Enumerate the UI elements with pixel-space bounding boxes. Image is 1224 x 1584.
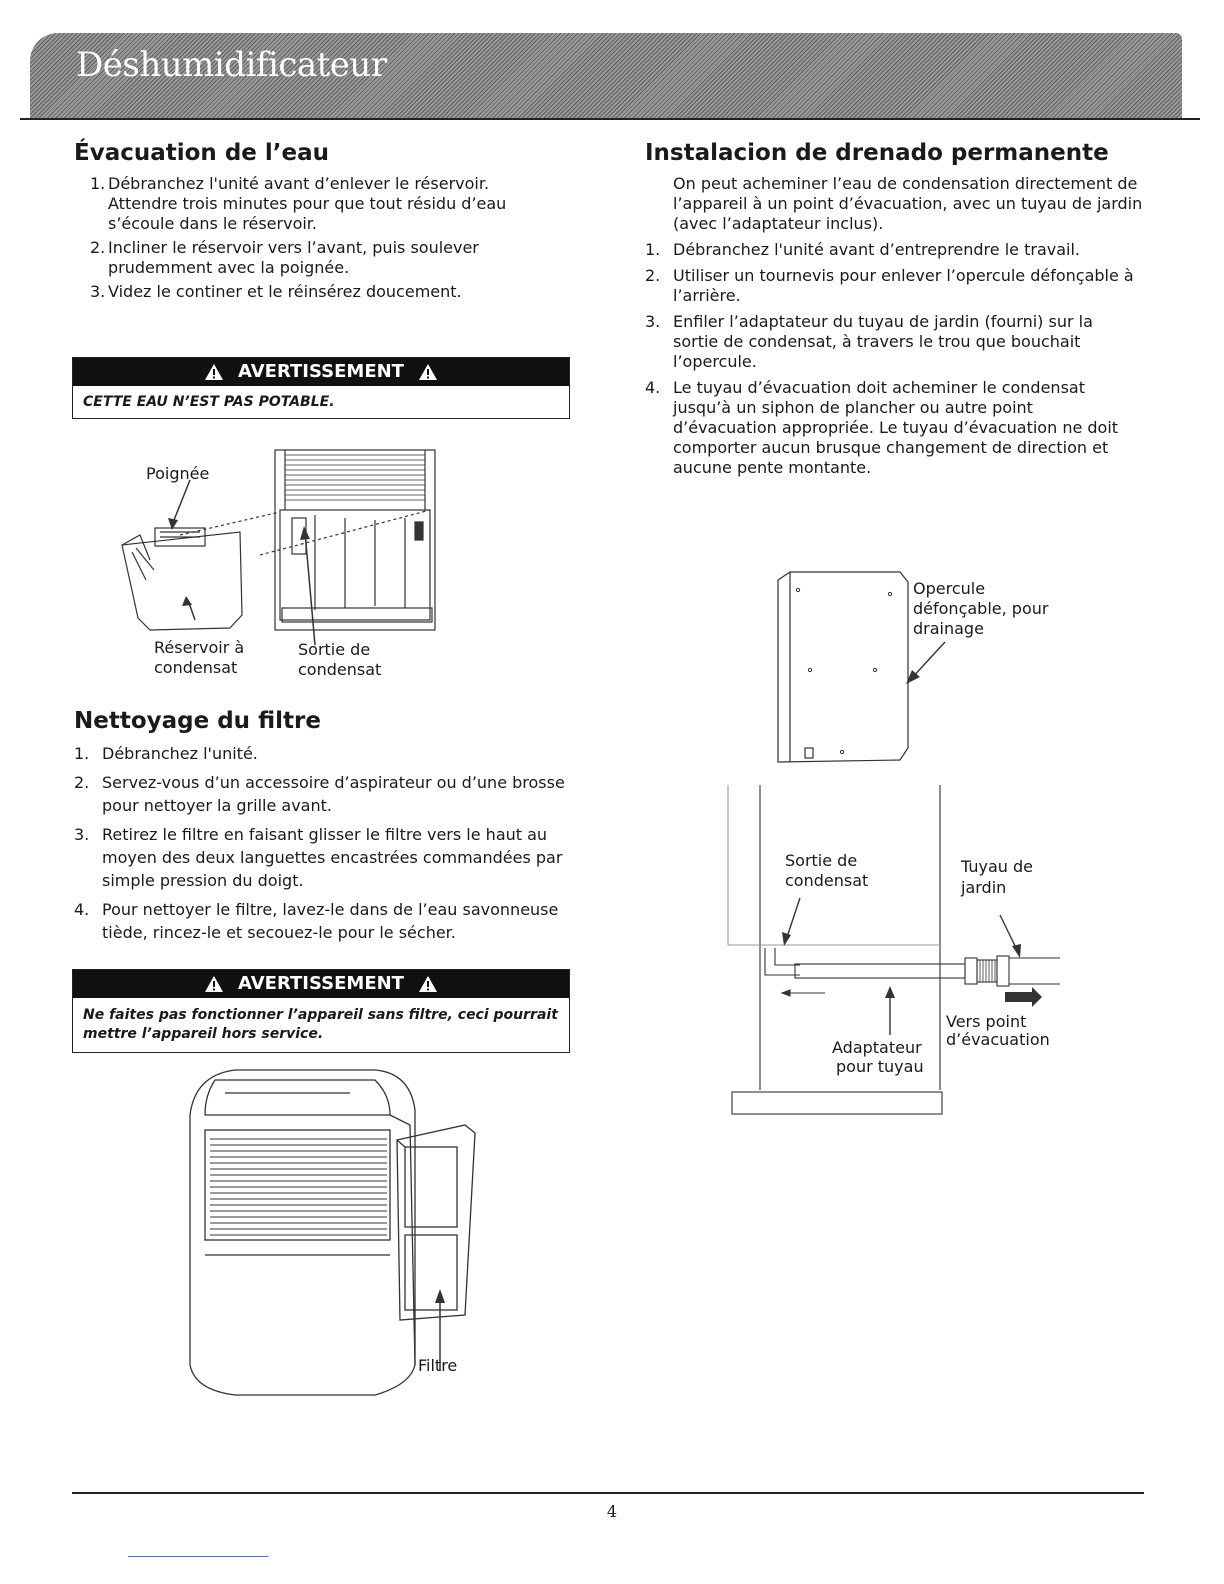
drain-point-label-line2: d’évacuation: [946, 1030, 1050, 1049]
warning-triangle-icon: [418, 975, 438, 993]
warning-text: CETTE EAU N’EST PAS POTABLE.: [83, 394, 335, 410]
header-divider: [20, 118, 1200, 120]
filter-removal-illustration: [175, 1065, 485, 1405]
outlet-label-line1: Sortie de: [298, 640, 371, 659]
hose-label-line1: Tuyau de: [961, 857, 1033, 876]
knockout-label-line2: défonçable, pour: [913, 599, 1049, 618]
list-item: 1. Débranchez l'unité.: [74, 744, 258, 763]
warning-text: Ne faites pas fonctionner l’appareil sans filtre, ceci pourrait mettre l’appareil hors service.: [83, 1007, 558, 1042]
outlet-label2-line2: condensat: [785, 871, 869, 890]
list-item: 1. Débranchez l'unité avant d’entreprendre le travail.: [645, 240, 1080, 259]
warning-triangle-icon: [204, 363, 224, 381]
warning-header: AVERTISSEMENT: [73, 358, 569, 386]
hose-label-line2: jardin: [961, 878, 1007, 897]
warning-box-water: [72, 357, 570, 419]
link-underline: [128, 1556, 268, 1557]
filter-steps: [74, 742, 569, 944]
filter-heading: Nettoyage du filtre: [74, 708, 321, 734]
evacuation-heading: Évacuation de l’eau: [74, 140, 329, 166]
list-item: 3. Enfiler l’adaptateur du tuyau de jardin (fourni) sur la sortie de condensat, à travers le trou que bouchait l’opercule.: [645, 312, 1093, 371]
drain-heading: Instalacion de drenado permanente: [645, 140, 1109, 166]
page-title: Déshumidificateur: [76, 45, 387, 85]
warning-triangle-icon: [418, 363, 438, 381]
evacuation-steps: [90, 174, 550, 302]
adapter-label-line1: Adaptateur: [832, 1038, 922, 1057]
outlet-label2-line1: Sortie de: [785, 851, 858, 870]
filter-label: Filtre: [418, 1356, 458, 1375]
list-item: 3. Retirez le filtre en faisant glisser le filtre vers le haut au moyen des deux languettes encastrées commandées par simple pression du doigt.: [74, 825, 563, 890]
drain-intro: On peut acheminer l’eau de condensation directement de l’appareil à un point d’évacuation, avec un tuyau de jardin (avec l’adaptateur inclus).: [673, 174, 1143, 233]
reservoir-label-line1: Réservoir à: [154, 638, 245, 657]
list-item: 2. Servez-vous d’un accessoire d’aspirateur ou d’une brosse pour nettoyer la grille avant.: [74, 773, 565, 815]
handle-label: Poignée: [146, 464, 210, 483]
list-item: 2. Incliner le réservoir vers l’avant, puis soulever prudemment avec la poignée.: [90, 238, 479, 277]
warning-header: AVERTISSEMENT: [73, 970, 569, 998]
outlet-label-line2: condensat: [298, 660, 382, 679]
filter-section: [74, 708, 574, 944]
list-item: 3. Videz le continer et le réinsérez doucement.: [90, 282, 462, 301]
header-banner: [30, 33, 1182, 119]
evacuation-section: [74, 140, 574, 302]
adapter-label-line2: pour tuyau: [836, 1057, 924, 1076]
list-item: 1. Débranchez l'unité avant d’enlever le réservoir. Attendre trois minutes pour que tout résidu d’eau s’écoule dans le réservoir.: [90, 174, 507, 233]
drain-section: [645, 140, 1145, 478]
reservoir-label-line2: condensat: [154, 658, 238, 677]
list-item: 2. Utiliser un tournevis pour enlever l’opercule défonçable à l’arrière.: [645, 266, 1134, 305]
knockout-label-line3: drainage: [913, 619, 984, 638]
warning-box-filter: [72, 969, 570, 1053]
warning-triangle-icon: [204, 975, 224, 993]
list-item: 4. Le tuyau d’évacuation doit acheminer le condensat jusqu’à un siphon de plancher ou autre point d’évacuation appropriée. Le tuyau d’évacuation ne doit comporter aucun brusque changement de direction et aucune pente montante.: [645, 378, 1119, 477]
drain-point-label-line1: Vers point: [946, 1012, 1027, 1031]
knockout-label-line1: Opercule: [913, 579, 986, 598]
list-item: 4. Pour nettoyer le filtre, lavez-le dans de l’eau savonneuse tiède, rincez-le et secouez-le pour le sécher.: [74, 900, 559, 942]
footer-divider: [72, 1492, 1144, 1494]
page-number: 4: [606, 1502, 618, 1521]
drain-steps: [645, 240, 1140, 478]
